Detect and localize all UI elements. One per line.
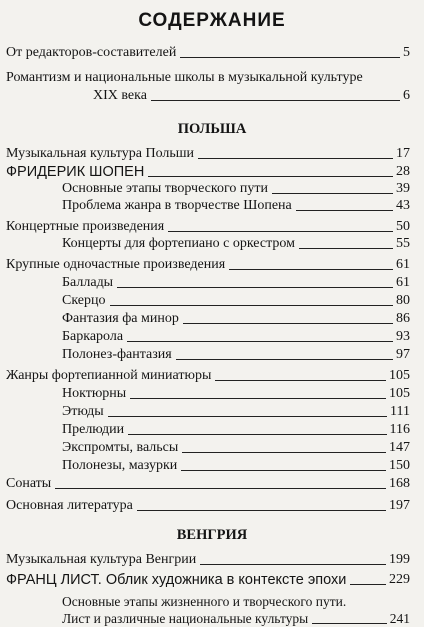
toc-entry-title: Основные этапы творческого пути xyxy=(62,181,268,196)
toc-entry-page: 86 xyxy=(396,311,410,326)
leader-line xyxy=(128,434,386,435)
toc-entry-page: 197 xyxy=(389,498,410,513)
leader-line xyxy=(168,231,393,232)
toc-entry-title: ФРИДЕРИК ШОПЕН xyxy=(6,164,145,180)
leader-line xyxy=(137,510,386,511)
leader-line xyxy=(272,193,393,194)
toc-entry-page: 116 xyxy=(389,422,410,437)
toc-entry-title: Концертные произведения xyxy=(6,219,165,234)
toc-entry-title: XIX века xyxy=(93,88,147,103)
leader-line xyxy=(350,584,386,585)
toc-entry xyxy=(62,440,410,456)
toc-entry-title: Экспромты, вальсы xyxy=(62,440,179,455)
toc-entry-page: 28 xyxy=(396,164,410,179)
toc-entry-title: Проблема жанра в творчестве Шопена xyxy=(62,198,292,213)
toc-entry-title: Концерты для фортепиано с оркестром xyxy=(62,236,295,251)
toc-entry-title: Этюды xyxy=(62,404,104,419)
toc-entry-title: Полонезы, мазурки xyxy=(62,458,178,473)
toc-entry-page: 17 xyxy=(396,146,410,161)
toc-entry-title-line1: Основные этапы жизненного и творческого пути. xyxy=(62,594,347,609)
toc-entry-page: 50 xyxy=(396,219,410,234)
toc-entry xyxy=(6,498,410,514)
toc-entry-title: Музыкальная культура Польши xyxy=(6,146,195,161)
leader-line xyxy=(180,57,400,58)
toc-entry xyxy=(93,88,410,104)
toc-entry-page: 61 xyxy=(396,257,410,272)
toc-entry xyxy=(62,347,410,363)
toc-entry-title: Баллады xyxy=(62,275,114,290)
toc-entry-title: Баркарола xyxy=(62,329,124,344)
toc-entry-title: Скерцо xyxy=(62,293,106,308)
toc-entry-title: Крупные одночастные произведения xyxy=(6,257,226,272)
leader-line xyxy=(299,248,393,249)
toc-entry xyxy=(6,45,410,61)
toc-entry xyxy=(6,257,410,273)
toc-entry-title: Лист и различные национальные культуры xyxy=(62,611,309,626)
toc-entry-page: 105 xyxy=(389,368,410,383)
toc-entry xyxy=(62,311,410,327)
toc-entry-page: 241 xyxy=(389,611,410,626)
toc-entry-page: 229 xyxy=(389,572,410,587)
toc-entry-title: Основная литература xyxy=(6,498,133,513)
toc-entry xyxy=(62,458,410,474)
toc-entry-page: 147 xyxy=(389,440,410,455)
toc-entry-title: Сонаты xyxy=(6,476,52,491)
section-heading-poland: ПОЛЬША xyxy=(177,121,247,137)
section-heading-hungary: ВЕНГРИЯ xyxy=(176,527,248,543)
toc-entry-title: Прелюдии xyxy=(62,422,125,437)
toc-entry-page: 6 xyxy=(403,88,410,103)
leader-line xyxy=(110,305,394,306)
toc-entry-title: От редакторов-составителей xyxy=(6,45,177,60)
toc-entry-page: 150 xyxy=(389,458,410,473)
leader-line xyxy=(130,398,386,399)
toc-entry xyxy=(6,146,410,162)
toc-entry-page: 105 xyxy=(389,386,410,401)
leader-line xyxy=(176,359,393,360)
toc-entry-page: 43 xyxy=(396,198,410,213)
page-title: СОДЕРЖАНИЕ xyxy=(138,10,286,31)
leader-line xyxy=(151,100,400,101)
toc-entry-page: 199 xyxy=(389,552,410,567)
toc-entry xyxy=(62,611,410,627)
toc-entry-page: 111 xyxy=(390,404,410,419)
toc-entry-page: 97 xyxy=(396,347,410,362)
toc-entry xyxy=(6,219,410,235)
toc-entry-page: 39 xyxy=(396,181,410,196)
toc-entry-title: Фантазия фа минор xyxy=(62,311,179,326)
leader-line xyxy=(117,287,393,288)
toc-entry xyxy=(6,552,410,568)
toc-entry-page: 168 xyxy=(389,476,410,491)
leader-line xyxy=(182,452,386,453)
toc-entry xyxy=(6,476,410,492)
leader-line xyxy=(55,488,386,489)
toc-entry xyxy=(6,164,410,180)
leader-line xyxy=(148,176,393,177)
toc-entry-title: Полонез-фантазия xyxy=(62,347,172,362)
toc-entry-title: Жанры фортепианной миниатюры xyxy=(6,368,212,383)
toc-entry xyxy=(62,198,410,214)
toc-entry-title-line1: Романтизм и национальные школы в музыкальной культуре xyxy=(6,70,363,85)
leader-line xyxy=(183,323,393,324)
leader-line xyxy=(108,416,387,417)
toc-entry xyxy=(6,572,410,588)
toc-entry xyxy=(6,368,410,384)
toc-entry xyxy=(62,275,410,291)
toc-entry xyxy=(62,404,410,420)
toc-entry-page: 55 xyxy=(396,236,410,251)
toc-entry xyxy=(62,386,410,402)
leader-line xyxy=(229,269,393,270)
leader-line xyxy=(181,470,386,471)
leader-line xyxy=(296,210,393,211)
toc-entry xyxy=(62,293,410,309)
toc-entry-page: 5 xyxy=(403,45,410,60)
toc-entry xyxy=(62,422,410,438)
leader-line xyxy=(198,158,393,159)
toc-entry xyxy=(62,236,410,252)
toc-entry-title: Ноктюрны xyxy=(62,386,127,401)
toc-entry-page: 61 xyxy=(396,275,410,290)
toc-entry-page: 93 xyxy=(396,329,410,344)
leader-line xyxy=(215,380,386,381)
toc-entry xyxy=(62,329,410,345)
leader-line xyxy=(127,341,393,342)
toc-entry-page: 80 xyxy=(396,293,410,308)
toc-entry-title: Музыкальная культура Венгрии xyxy=(6,552,197,567)
leader-line xyxy=(200,564,386,565)
toc-entry xyxy=(62,181,410,197)
toc-entry-title: ФРАНЦ ЛИСТ. Облик художника в контексте эпохи xyxy=(6,572,347,588)
